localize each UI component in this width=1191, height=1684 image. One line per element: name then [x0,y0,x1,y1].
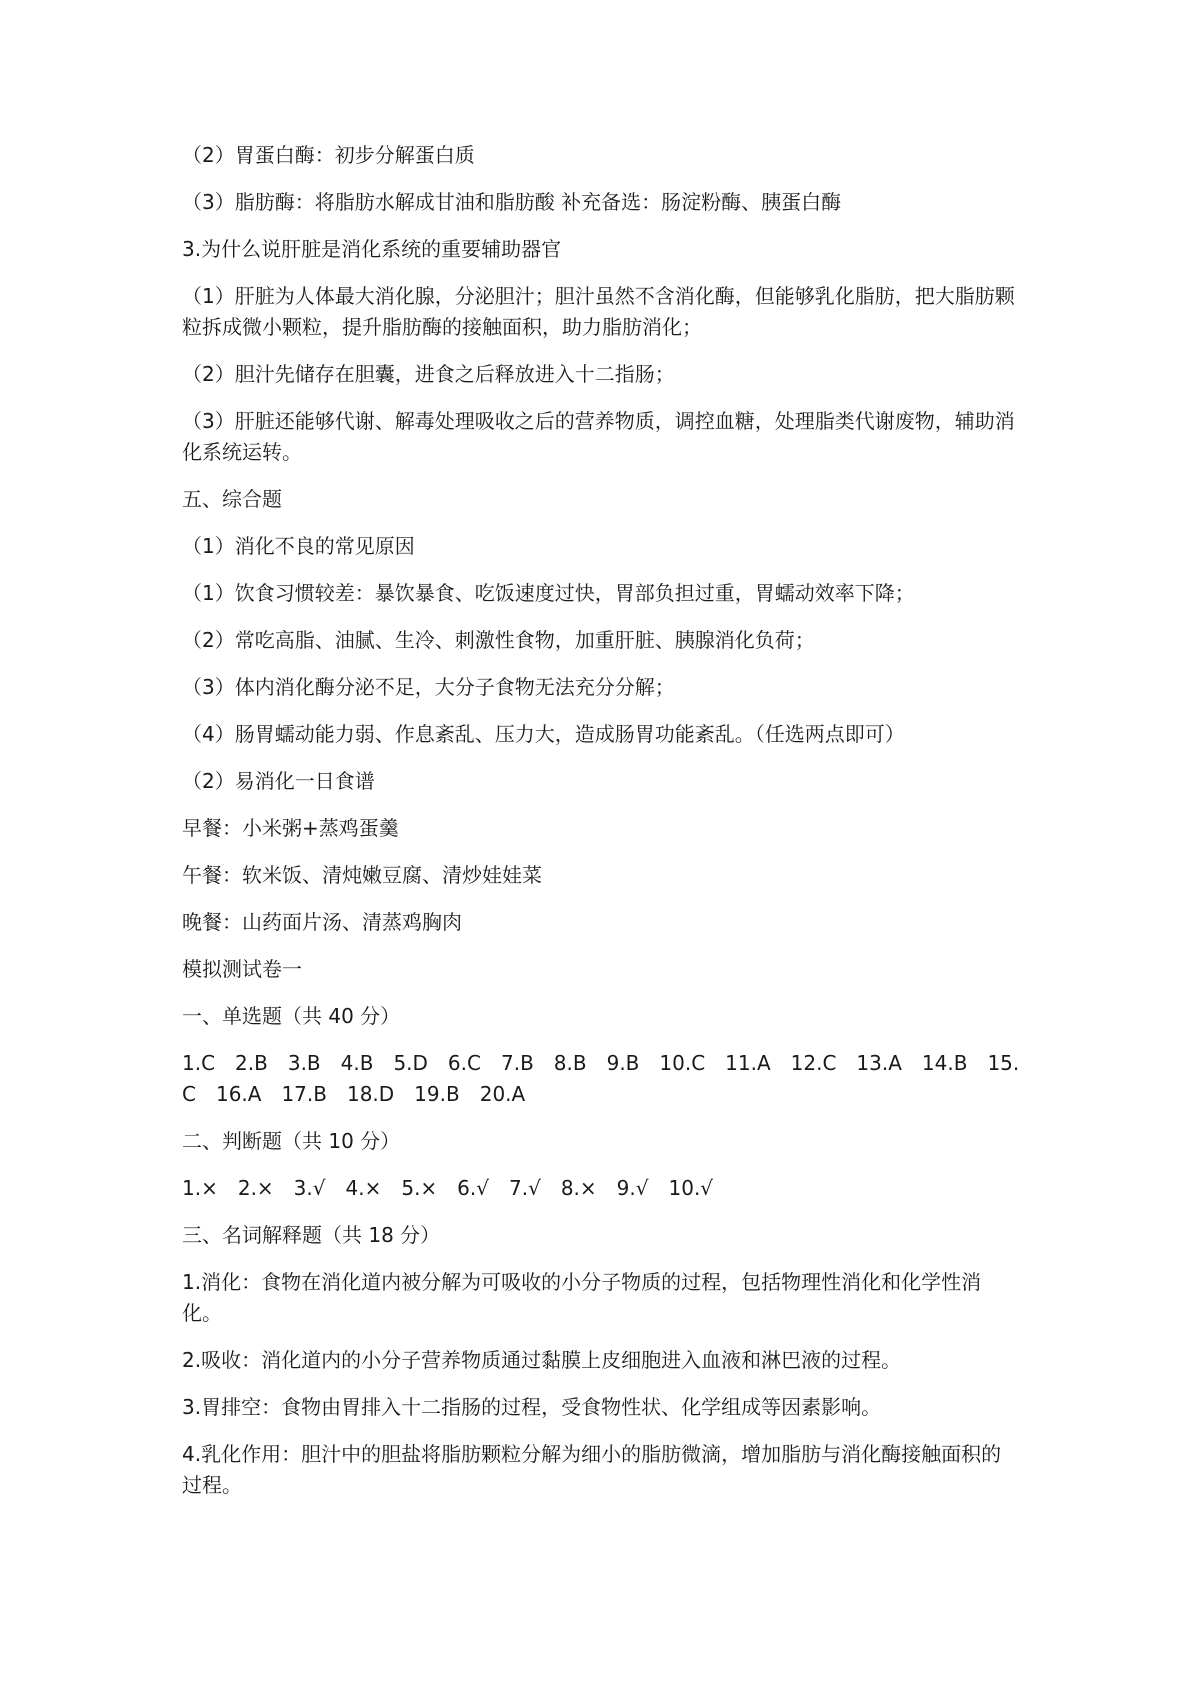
menu-dinner: 晚餐：山药面片汤、清蒸鸡胸肉 [182,910,462,934]
enzyme-pepsin-line: （2）胃蛋白酶：初步分解蛋白质 [182,143,475,167]
liver-point-3: （3）肝脏还能够代谢、解毒处理吸收之后的营养物质，调控血糖，处理脂类代谢废物，辅助消化系统运转。 [182,409,1015,464]
menu-lunch: 午餐：软米饭、清炖嫩豆腐、清炒娃娃菜 [182,863,542,887]
menu-breakfast: 早餐：小米粥+蒸鸡蛋羹 [182,816,399,840]
indigestion-cause-4: （4）肠胃蠕动能力弱、作息紊乱、压力大，造成肠胃功能紊乱。（任选两点即可） [182,722,905,746]
question-liver-heading: 3.为什么说肝脏是消化系统的重要辅助器官 [182,237,562,261]
liver-point-1: （1）肝脏为人体最大消化腺，分泌胆汁；胆汁虽然不含消化酶，但能够乳化脂肪，把大脂肪颗粒拆成微小颗粒，提升脂肪酶的接触面积，助力脂肪消化； [182,284,1015,339]
section-comprehensive-heading: 五、综合题 [182,487,282,511]
term-absorption: 2.吸收：消化道内的小分子营养物质通过黏膜上皮细胞进入血液和淋巴液的过程。 [182,1348,902,1372]
indigestion-cause-2: （2）常吃高脂、油腻、生冷、刺激性食物，加重肝脏、胰腺消化负荷； [182,628,815,652]
single-choice-answers: 1.C 2.B 3.B 4.B 5.D 6.C 7.B 8.B 9.B 10.C 11.A 12.C 13.A 14.B 15.C 16.A 17.B 18.D 19.B 20.A [182,1051,1020,1106]
true-false-answers: 1.× 2.× 3.√ 4.× 5.× 6.√ 7.√ 8.× 9.√ 10.√ [182,1176,714,1200]
indigestion-causes-heading: （1）消化不良的常见原因 [182,534,415,558]
menu-heading: （2）易消化一日食谱 [182,769,375,793]
true-false-heading: 二、判断题（共 10 分） [182,1129,401,1153]
term-digestion: 1.消化：食物在消化道内被分解为可吸收的小分子物质的过程，包括物理性消化和化学性消化。 [182,1270,982,1325]
term-emulsification: 4.乳化作用：胆汁中的胆盐将脂肪颗粒分解为细小的脂肪微滴，增加脂肪与消化酶接触面积的过程。 [182,1442,1002,1497]
single-choice-heading: 一、单选题（共 40 分） [182,1004,401,1028]
enzyme-lipase-line: （3）脂肪酶：将脂肪水解成甘油和脂肪酸 补充备选：肠淀粉酶、胰蛋白酶 [182,190,842,214]
liver-point-2: （2）胆汁先储存在胆囊，进食之后释放进入十二指肠； [182,362,675,386]
indigestion-cause-1: （1）饮食习惯较差：暴饮暴食、吃饭速度过快，胃部负担过重，胃蠕动效率下降； [182,581,915,605]
term-explanation-heading: 三、名词解释题（共 18 分） [182,1223,441,1247]
indigestion-cause-3: （3）体内消化酶分泌不足，大分子食物无法充分分解； [182,675,675,699]
mock-test-title: 模拟测试卷一 [182,957,302,981]
term-gastric-emptying: 3.胃排空：食物由胃排入十二指肠的过程，受食物性状、化学组成等因素影响。 [182,1395,882,1419]
